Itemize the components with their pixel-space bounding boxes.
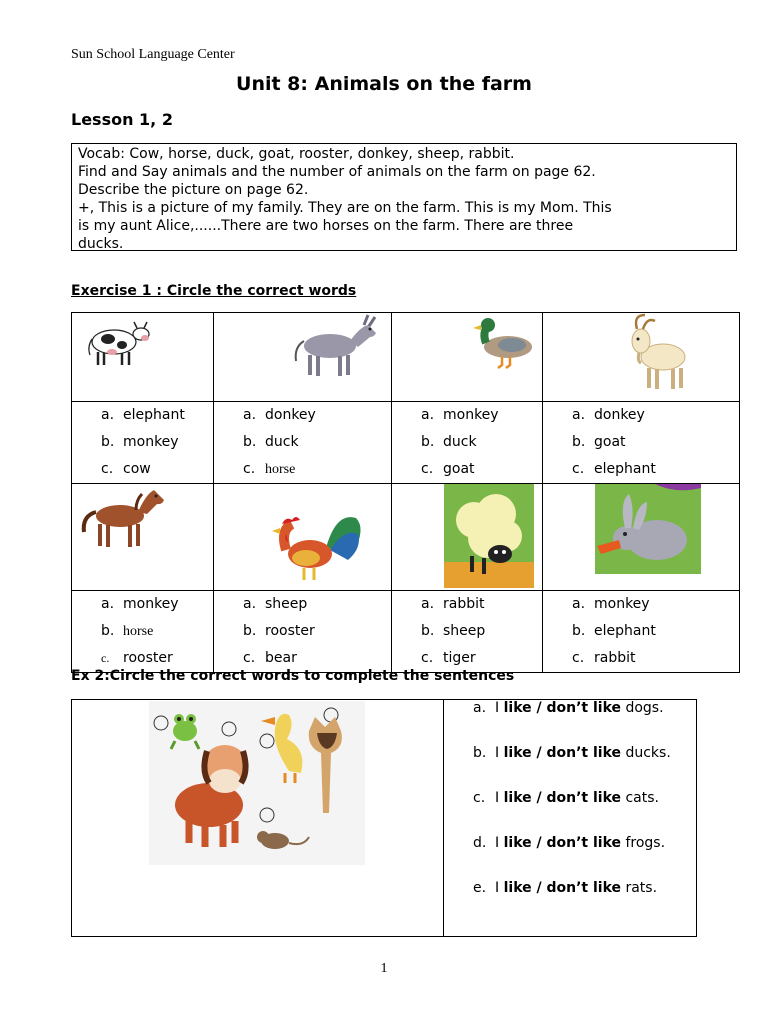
- option[interactable]: c. rabbit: [572, 650, 636, 666]
- options-cell: [72, 402, 214, 484]
- option[interactable]: c. rooster: [101, 650, 173, 666]
- vocab-line: Describe the picture on page 62.: [78, 182, 309, 198]
- picture-cell: [72, 484, 214, 591]
- rabbit-icon: [595, 484, 701, 574]
- option[interactable]: b. sheep: [421, 623, 486, 639]
- exercise2-divider: [443, 699, 444, 937]
- sentence-e[interactable]: e. I like / don’t like rats.: [473, 880, 658, 896]
- option[interactable]: b. monkey: [101, 434, 179, 450]
- vocab-box: [71, 143, 737, 251]
- vocab-line: Find and Say animals and the number of animals on the farm on page 62.: [78, 164, 596, 180]
- option[interactable]: a. donkey: [243, 407, 316, 423]
- option[interactable]: b. rooster: [243, 623, 315, 639]
- options-cell: [543, 591, 740, 673]
- sentence-b[interactable]: b. I like / don’t like ducks.: [473, 745, 671, 761]
- option[interactable]: b. horse: [101, 623, 154, 639]
- horse-icon: [80, 484, 166, 550]
- page-number: 1: [380, 961, 388, 976]
- option[interactable]: b. duck: [243, 434, 299, 450]
- vocab-line: +, This is a picture of my family. They are on the farm. This is my Mom. This: [78, 200, 612, 216]
- option[interactable]: b. elephant: [572, 623, 656, 639]
- option[interactable]: c. bear: [243, 650, 297, 666]
- cow-icon: [82, 317, 154, 369]
- picture-cell: [392, 313, 543, 402]
- options-cell: [72, 591, 214, 673]
- picture-cell: [543, 484, 740, 591]
- options-cell: [392, 402, 543, 484]
- picture-cell: [72, 313, 214, 402]
- options-cell: [214, 402, 392, 484]
- donkey-icon: [290, 313, 382, 379]
- goat-icon: [621, 313, 699, 393]
- vocab-line: ducks.: [78, 236, 124, 252]
- option[interactable]: a. sheep: [243, 596, 308, 612]
- option[interactable]: a. elephant: [101, 407, 185, 423]
- option[interactable]: a. monkey: [421, 407, 499, 423]
- option[interactable]: c. horse: [243, 461, 296, 477]
- exercise2-title: Ex 2:Circle the correct words to complete the sentences: [71, 668, 515, 684]
- picture-cell: [214, 484, 392, 591]
- picture-cell: [392, 484, 543, 591]
- option[interactable]: c. tiger: [421, 650, 476, 666]
- sentence-a[interactable]: a. I like / don’t like dogs.: [473, 700, 664, 716]
- option[interactable]: c. elephant: [572, 461, 656, 477]
- sentence-c[interactable]: c. I like / don’t like cats.: [473, 790, 659, 806]
- vocab-line: Vocab: Cow, horse, duck, goat, rooster, donkey, sheep, rabbit.: [78, 146, 515, 162]
- options-cell: [392, 591, 543, 673]
- option[interactable]: c. cow: [101, 461, 151, 477]
- option[interactable]: c. goat: [421, 461, 475, 477]
- exercise1-title: Exercise 1 : Circle the correct words: [71, 283, 357, 299]
- options-cell: [543, 402, 740, 484]
- picture-cell: [214, 313, 392, 402]
- option[interactable]: b. goat: [572, 434, 626, 450]
- lesson-heading: Lesson 1, 2: [71, 110, 173, 129]
- school-name: Sun School Language Center: [71, 47, 235, 62]
- sheep-icon: [444, 484, 534, 588]
- option[interactable]: a. donkey: [572, 407, 645, 423]
- page-title: Unit 8: Animals on the farm: [236, 73, 532, 95]
- duck-icon: [472, 315, 540, 371]
- vocab-line: is my aunt Alice,......There are two horses on the farm. There are three: [78, 218, 574, 234]
- options-cell: [214, 591, 392, 673]
- picture-cell: [543, 313, 740, 402]
- option[interactable]: a. rabbit: [421, 596, 485, 612]
- animals-group-icon: [149, 701, 365, 865]
- exercise1-table: [71, 312, 740, 673]
- option[interactable]: b. duck: [421, 434, 477, 450]
- sentence-d[interactable]: d. I like / don’t like frogs.: [473, 835, 666, 851]
- option[interactable]: a. monkey: [101, 596, 179, 612]
- rooster-icon: [266, 510, 366, 584]
- option[interactable]: a. monkey: [572, 596, 650, 612]
